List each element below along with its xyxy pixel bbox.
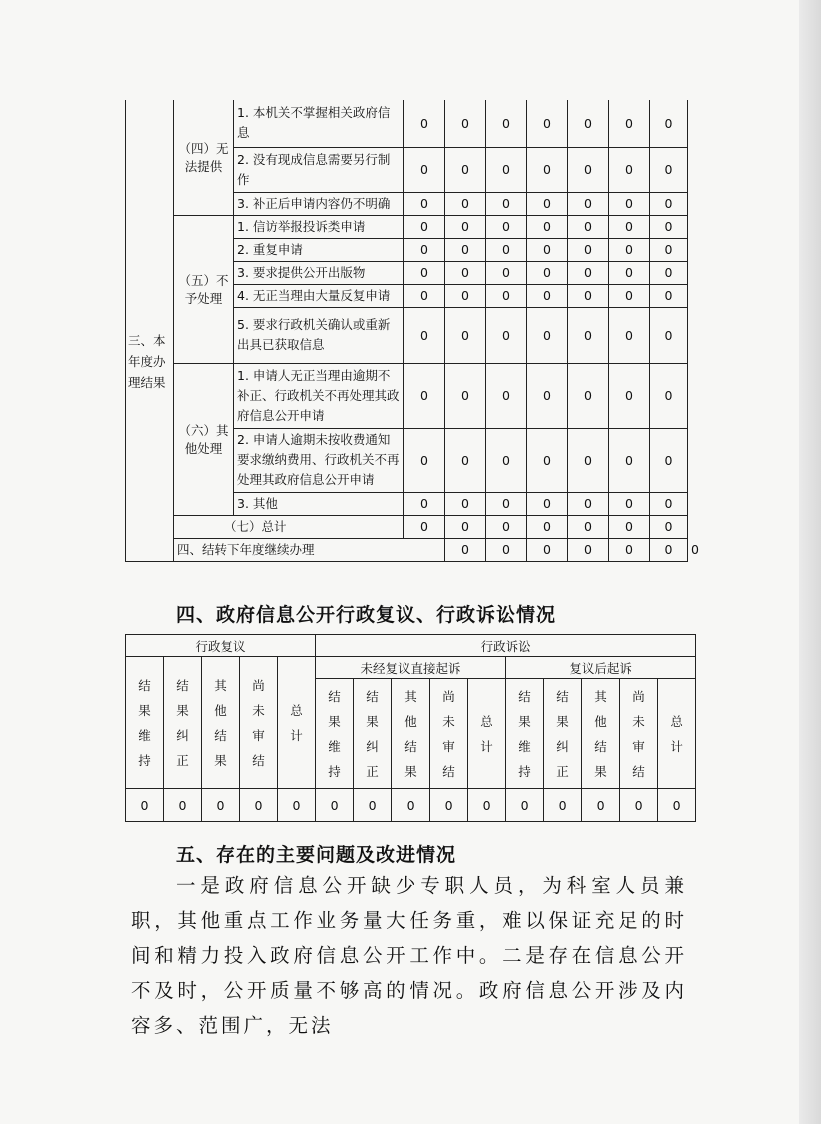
cell-value: 0 [404, 515, 445, 538]
cell-value: 0 [164, 789, 202, 822]
cell-value: 0 [650, 100, 688, 147]
cell-value: 0 [650, 515, 688, 538]
cell-value: 0 [486, 363, 527, 428]
cell-value: 0 [568, 428, 609, 492]
cell-value: 0 [568, 515, 609, 538]
cell-value: 0 [527, 192, 568, 215]
direct-suit-header: 未经复议直接起诉 [316, 657, 506, 679]
cell-value: 0 [404, 428, 445, 492]
after-review-header: 复议后起诉 [506, 657, 696, 679]
cell-value: 0 [650, 261, 688, 284]
cell-value: 0 [506, 789, 544, 822]
total-label: （七）总计 [174, 515, 404, 538]
cell-value: 0 [568, 238, 609, 261]
section4-title: 四、政府信息公开行政复议、行政诉讼情况 [176, 604, 557, 626]
cell-value: 0 [278, 789, 316, 822]
cell-value: 0 [527, 428, 568, 492]
row-label: 3. 要求提供公开出版物 [234, 261, 404, 284]
cell-value: 0 [650, 307, 688, 363]
cell-value: 0 [486, 538, 527, 561]
cell-value: 0 [445, 238, 486, 261]
section5-title: 五、存在的主要问题及改进情况 [176, 844, 457, 866]
cell-value: 0 [650, 538, 688, 561]
cell-value: 0 [486, 147, 527, 192]
col-header: 结 果 维 持 [316, 679, 354, 789]
cell-value: 0 [404, 307, 445, 363]
cell-value: 0 [568, 261, 609, 284]
cell-value: 0 [445, 215, 486, 238]
cell-value: 0 [527, 215, 568, 238]
cell-value: 0 [486, 492, 527, 515]
cell-value: 0 [650, 192, 688, 215]
cell-value: 0 [650, 363, 688, 428]
category-other-processing: （六）其他处理 [174, 363, 234, 515]
row-label: 4. 无正当理由大量反复申请 [234, 284, 404, 307]
cell-value: 0 [404, 363, 445, 428]
cell-value: 0 [445, 192, 486, 215]
cell-value: 0 [445, 492, 486, 515]
cell-value: 0 [609, 147, 650, 192]
col-header: 其 他 结 果 [202, 657, 240, 789]
table-row-carryover: 四、结转下年度继续办理 0 0 0 0 0 0 0 [126, 538, 688, 561]
cell-value: 0 [445, 261, 486, 284]
cell-value: 0 [404, 100, 445, 147]
cell-value: 0 [527, 284, 568, 307]
cell-value: 0 [486, 515, 527, 538]
cell-value: 0 [527, 492, 568, 515]
cell-value: 0 [650, 492, 688, 515]
review-litigation-table [125, 634, 696, 822]
carryover-label: 四、结转下年度继续办理 [174, 538, 445, 561]
cell-value: 0 [658, 789, 696, 822]
col-header: 其 他 结 果 [582, 679, 620, 789]
cell-value: 0 [486, 238, 527, 261]
cell-value: 0 [609, 428, 650, 492]
row-label: 3. 其他 [234, 492, 404, 515]
cell-value: 0 [609, 492, 650, 515]
cell-value: 0 [650, 238, 688, 261]
cell-value: 0 [486, 261, 527, 284]
table-row [126, 215, 688, 238]
cell-value: 0 [527, 307, 568, 363]
cell-value: 0 [609, 238, 650, 261]
row-label: 1. 申请人无正当理由逾期不补正、行政机关不再处理其政府信息公开申请 [234, 363, 404, 428]
cell-value: 0 [486, 284, 527, 307]
cell-value: 0 [445, 147, 486, 192]
section5-paragraph: 一是政府信息公开缺少专职人员，为科室人员兼职，其他重点工作业务量大任务重，难以保证充足的时间和精力投入政府信息公开工作中。二是存在信息公开不及时，公开质量不够高的情况。政府信息公开涉及内容多、范围广，无法 [131, 874, 687, 1037]
category-cannot-provide: （四）无法提供 [174, 100, 234, 215]
cell-value: 0 [445, 284, 486, 307]
col-header: 尚 未 审 结 [240, 657, 278, 789]
cell-value: 0 [404, 261, 445, 284]
col-header: 尚 未 审 结 [430, 679, 468, 789]
cell-value: 0 [568, 215, 609, 238]
cell-value: 0 [609, 215, 650, 238]
cell-value: 0 [240, 789, 278, 822]
cell-value: 0 [404, 147, 445, 192]
scan-edge [799, 0, 821, 1124]
col-header: 结 果 维 持 [126, 657, 164, 789]
cell-value: 0 [126, 789, 164, 822]
cell-value: 0 [568, 492, 609, 515]
cell-value: 0 [445, 100, 486, 147]
cell-value: 0 [404, 238, 445, 261]
row-label: 2. 没有现成信息需要另行制作 [234, 147, 404, 192]
cell-value: 0 [650, 147, 688, 192]
cell-value: 0 [609, 363, 650, 428]
section-label-results: 三、本年度办理结果 [128, 333, 166, 390]
cell-value: 0 [568, 307, 609, 363]
row-label: 5. 要求行政机关确认或重新出具已获取信息 [234, 307, 404, 363]
col-header: 总 计 [278, 657, 316, 789]
row-label: 2. 申请人逾期未按收费通知要求缴纳费用、行政机关不再处理其政府信息公开申请 [234, 428, 404, 492]
cell-value: 0 [404, 192, 445, 215]
cell-value: 0 [468, 789, 506, 822]
row-label: 1. 本机关不掌握相关政府信息 [234, 100, 404, 147]
cell-value: 0 [527, 238, 568, 261]
cell-value: 0 [445, 515, 486, 538]
cell-value: 0 [609, 515, 650, 538]
cell-value: 0 [486, 215, 527, 238]
cell-value: 0 [544, 789, 582, 822]
cell-value: 0 [486, 428, 527, 492]
table-row [126, 789, 696, 822]
cell-value: 0 [609, 100, 650, 147]
cell-value: 0 [486, 307, 527, 363]
table-row [126, 363, 688, 428]
cell-value: 0 [568, 192, 609, 215]
cell-value: 0 [650, 284, 688, 307]
review-header: 行政复议 [126, 635, 316, 657]
processing-results-table [125, 100, 699, 562]
cell-value: 0 [568, 147, 609, 192]
col-header: 总 计 [468, 679, 506, 789]
cell-value: 0 [609, 538, 650, 561]
cell-value: 0 [316, 789, 354, 822]
cell-value: 0 [404, 492, 445, 515]
row-label: 1. 信访举报投诉类申请 [234, 215, 404, 238]
cell-value: 0 [620, 789, 658, 822]
cell-value: 0 [445, 538, 486, 561]
cell-value: 0 [650, 428, 688, 492]
cell-value: 0 [568, 100, 609, 147]
cell-value: 0 [527, 147, 568, 192]
cell-value: 0 [527, 100, 568, 147]
row-label: 2. 重复申请 [234, 238, 404, 261]
col-header: 结 果 纠 正 [164, 657, 202, 789]
table-row [126, 657, 696, 679]
cell-value: 0 [568, 363, 609, 428]
cell-value: 0 [354, 789, 392, 822]
cell-value: 0 [445, 307, 486, 363]
col-header: 总 计 [658, 679, 696, 789]
cell-value: 0 [568, 538, 609, 561]
cell-value: 0 [527, 538, 568, 561]
cell-value: 0 [527, 363, 568, 428]
table-row [126, 100, 688, 147]
cell-value: 0 [609, 261, 650, 284]
cell-value: 0 [404, 284, 445, 307]
cell-value: 0 [568, 284, 609, 307]
col-header: 其 他 结 果 [392, 679, 430, 789]
col-header: 结 果 纠 正 [544, 679, 582, 789]
cell-value: 0 [609, 307, 650, 363]
cell-value: 0 [392, 789, 430, 822]
cell-value: 0 [582, 789, 620, 822]
cell-value: 0 [445, 363, 486, 428]
category-not-processed: （五）不予处理 [174, 215, 234, 363]
litigation-header: 行政诉讼 [316, 635, 696, 657]
col-header: 结 果 维 持 [506, 679, 544, 789]
table-row-total [126, 515, 688, 538]
cell-value: 0 [650, 215, 688, 238]
table-row [126, 635, 696, 657]
cell-value: 0 [486, 192, 527, 215]
row-label: 3. 补正后申请内容仍不明确 [234, 192, 404, 215]
cell-value: 0 [404, 215, 445, 238]
col-header: 尚 未 审 结 [620, 679, 658, 789]
cell-value: 0 [445, 428, 486, 492]
cell-value: 0 [527, 515, 568, 538]
cell-value: 0 [609, 284, 650, 307]
cell-value: 0 [609, 192, 650, 215]
cell-value: 0 [430, 789, 468, 822]
cell-value: 0 [527, 261, 568, 284]
col-header: 结 果 纠 正 [354, 679, 392, 789]
cell-value: 0 [486, 100, 527, 147]
cell-value: 0 [202, 789, 240, 822]
